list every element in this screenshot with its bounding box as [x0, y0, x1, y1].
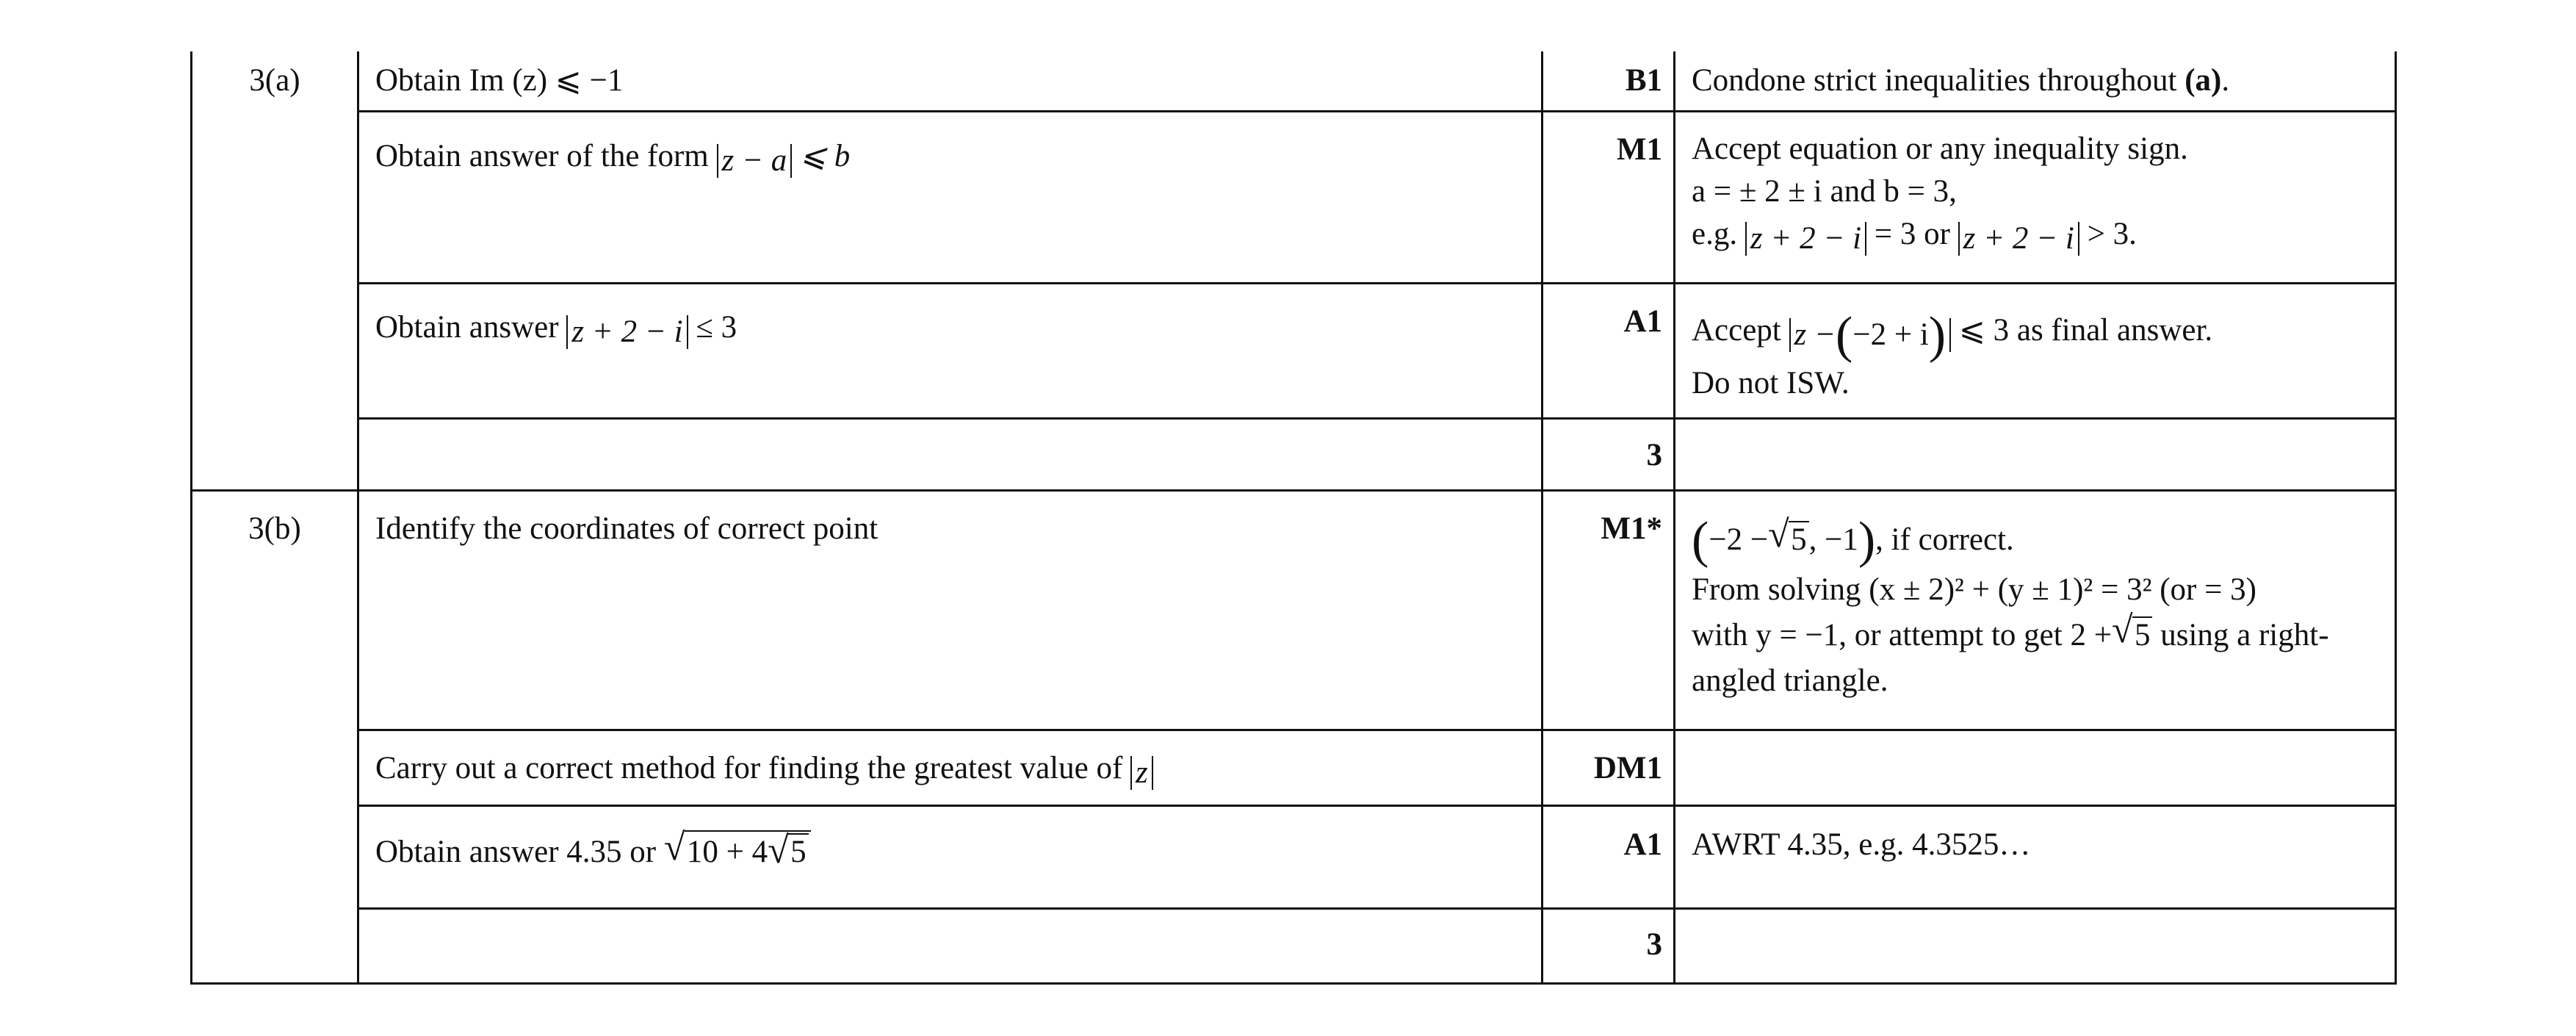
row-divider-part-b: [190, 489, 2397, 492]
row-divider-3: [357, 417, 2397, 420]
answer-inequality: ⩽ b: [800, 139, 851, 173]
answer-row-7: [375, 827, 1536, 874]
guidance-row-2: [1692, 128, 2389, 256]
answer-text: Carry out a correct method for finding the greatest value of: [375, 751, 1123, 785]
answer-row-2: [375, 134, 1536, 179]
answer-inequality: ≤ 3: [696, 310, 737, 345]
answer-row-5: Identify the coordinates of correct point: [375, 511, 878, 546]
table-left-border-lower: [190, 489, 192, 985]
marks-row-6: DM1: [1593, 751, 1662, 785]
marks-row-1: B1: [1625, 63, 1662, 98]
guidance-prefix: Condone strict inequalities throughout: [1692, 63, 2185, 98]
modulus-expression: z + 2 − i: [566, 315, 688, 349]
answer-row-3: [375, 306, 1536, 350]
row-divider-5: [357, 729, 2397, 731]
guidance-line-3: with y = −1, or attempt to get 2 + √ 5 using a right-: [1692, 609, 2329, 652]
guidance-line-1: Accept equation or any inequality sign.: [1692, 132, 2188, 166]
guidance-row-5: [1692, 512, 2389, 704]
guidance-line-4: angled triangle.: [1692, 663, 1888, 698]
guidance-line-2: a = ± 2 ± i and b = 3,: [1692, 174, 1957, 209]
guidance-line-1: Accept z −(−2 + i) ⩽ 3 as final answer.: [1692, 307, 2213, 364]
marks-total-3a: 3: [1646, 438, 1662, 472]
marks-row-7: A1: [1623, 827, 1662, 862]
mark-scheme-table: [190, 51, 2397, 985]
guidance-row-1: [1692, 59, 2389, 103]
row-divider-2: [357, 282, 2397, 284]
guidance-line-3: e.g. z + 2 − i = 3 or z + 2 − i > 3.: [1692, 217, 2137, 256]
answer-text: Obtain answer: [375, 310, 559, 345]
guidance-row-3: [1692, 304, 2389, 410]
sqrt-expression: √ 10 + 4 √ 5: [664, 830, 811, 874]
col-divider-marks: [1673, 51, 1675, 985]
table-bottom-border: [190, 982, 2397, 985]
marks-row-5: M1*: [1601, 511, 1662, 546]
answer-text: Obtain answer 4.35 or: [375, 835, 657, 869]
guidance-row-7: AWRT 4.35, e.g. 4.3525…: [1692, 827, 2031, 862]
guidance-bold-part: (a): [2184, 63, 2222, 98]
row-divider-6: [357, 805, 2397, 807]
answer-row-1: [375, 59, 1536, 103]
answer-row-6: [375, 747, 1536, 791]
guidance-suffix: .: [2221, 63, 2230, 98]
answer-math: (z) ⩽ −1: [512, 63, 624, 98]
guidance-line-2: From solving (x ± 2)² + (y ± 1)² = 3² (or = 3): [1692, 572, 2256, 607]
table-right-border: [2395, 51, 2397, 985]
guidance-line-1: (−2 − √ 5, −1), if correct.: [1692, 512, 2014, 569]
modulus-expression: z: [1130, 756, 1153, 790]
marks-row-3: A1: [1623, 304, 1662, 339]
question-number-3a: 3(a): [249, 63, 300, 98]
question-number-3b: 3(b): [248, 511, 301, 546]
row-divider-1: [357, 110, 2397, 112]
row-divider-7: [357, 907, 2397, 910]
col-divider-question: [357, 51, 359, 985]
table-left-border-upper: [190, 51, 192, 491]
modulus-expression: z − a: [717, 144, 793, 178]
marks-row-2: M1: [1616, 132, 1662, 167]
guidance-line-2: Do not ISW.: [1692, 366, 1850, 400]
answer-text: Obtain answer of the form: [375, 139, 709, 173]
marks-total-3b: 3: [1646, 927, 1662, 962]
answer-text: Obtain Im: [375, 63, 505, 98]
